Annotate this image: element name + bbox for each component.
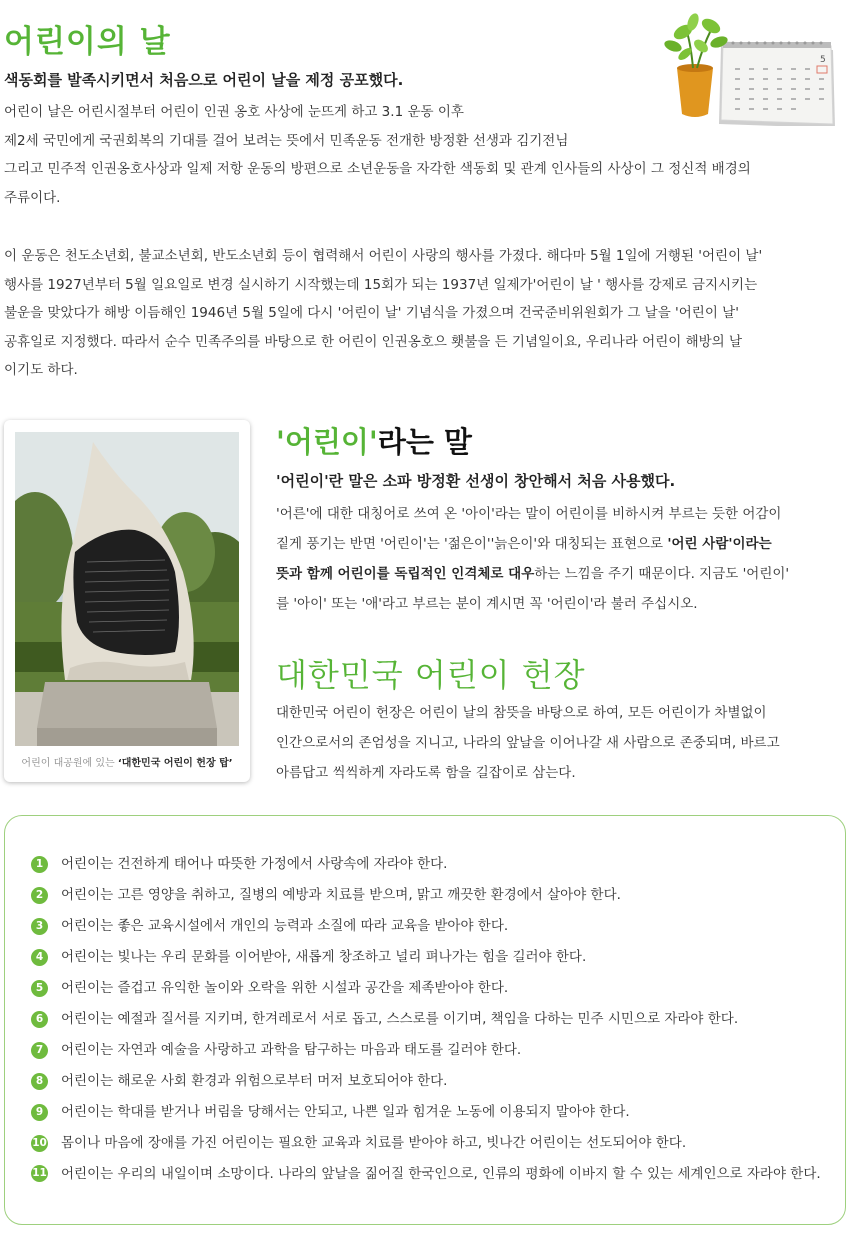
paragraph-line: 제2세 국민에게 국권회복의 기대를 걸어 보려는 뜻에서 민족운동 전개한 방정환 선생과 김기전님	[4, 132, 569, 149]
charter-item	[29, 1035, 829, 1066]
charter-item-text: 어린이는 우리의 내일이며 소망이다. 나라의 앞날을 짊어질 한국인으로, 인류의 평화에 이바지 할 수 있는 세계인으로 자라야 한다.	[61, 1166, 821, 1182]
charter-item-text: 어린이는 예절과 질서를 지키며, 한겨레로서 서로 돕고, 스스로를 이기며, 책임을 다하는 민주 시민으로 자라야 한다.	[61, 1011, 739, 1027]
section1-paragraph-2	[4, 242, 846, 385]
section2-title-green: '어린이'	[276, 425, 378, 459]
paragraph-line: 인간으로서의 존엄성을 지니고, 나라의 앞날을 이어나갈 새 사람으로 존중되며, 바르고	[276, 735, 780, 751]
charter-item	[29, 1128, 829, 1159]
text-span: 하는 느낌을 주기 때문이다. 지금도 '어린이'	[534, 566, 790, 582]
number-badge-icon: 6	[31, 1011, 48, 1028]
number-badge-icon: 2	[31, 887, 48, 904]
number-badge-icon: 5	[31, 980, 48, 997]
paragraph-line: 대한민국 어린이 헌장은 어린이 날의 참뜻을 바탕으로 하여, 모든 어린이가 차별없이	[276, 705, 767, 721]
section2-paragraph	[276, 499, 848, 619]
charter-item-text: 어린이는 학대를 받거나 버림을 당해서는 안되고, 나쁜 일과 힘겨운 노동에 이용되지 말아야 한다.	[61, 1104, 630, 1120]
charter-item-text: 어린이는 즐겁고 유익한 놀이와 오락을 위한 시설과 공간을 제족받아야 한다.	[61, 980, 509, 996]
charter-item	[29, 1159, 829, 1187]
paragraph-line: '어른'에 대한 대칭어로 쓰여 온 '아이'라는 말이 어린이를 비하시켜 부르는 듯한 어감이	[276, 506, 782, 522]
paragraph-line: 어린이 날은 어린시절부터 어린이 인권 옹호 사상에 눈뜨게 하고 3.1 운동 이후	[4, 104, 464, 120]
paragraph-line: 행사를 1927년부터 5월 일요일로 변경 실시하기 시작했는데 15회가 되는 1937년 일제가'어린이 날 ' 행사를 강제로 금지시키는	[4, 276, 758, 293]
number-badge-icon: 7	[31, 1042, 48, 1059]
charter-item-text: 어린이는 자연과 예술을 사랑하고 과학을 탐구하는 마음과 태도를 길러야 한다.	[61, 1042, 522, 1058]
paragraph-line	[276, 529, 848, 559]
charter-list	[29, 849, 829, 1187]
charter-item-text: 어린이는 빛나는 우리 문화를 이어받아, 새롭게 창조하고 널리 펴나가는 힘을 길러야 한다.	[61, 949, 587, 965]
paragraph-line: 그리고 민주적 인권옹호사상과 일제 저항 운동의 방편으로 소년운동을 자각한 색동회 및 관계 인사들의 사상이 그 정신적 배경의	[4, 161, 751, 177]
section2-title	[276, 420, 472, 461]
caption-prefix: 어린이 대공원에 있는	[21, 758, 115, 769]
text-span: 짙게 풍기는 반면 '어린이'는 '젊은이''늙은이'와 대칭되는 표현으로	[276, 536, 668, 552]
charter-item-text: 어린이는 좋은 교육시설에서 개인의 능력과 소질에 따라 교육을 받아야 한다.	[61, 918, 509, 934]
section2-title-rest: 라는 말	[377, 425, 472, 459]
paragraph-line: 를 '아이' 또는 '애'라고 부르는 분이 계시면 꼭 '어린이'라 불러 주십시오.	[276, 596, 698, 612]
photo-caption	[4, 754, 250, 769]
number-badge-icon: 1	[31, 856, 48, 873]
paragraph-line: 아름답고 씩씩하게 자라도록 함을 길잡이로 삼는다.	[276, 765, 576, 781]
page-title: 어린이의 날	[4, 24, 171, 60]
section3-paragraph	[276, 698, 848, 788]
number-badge-icon: 3	[31, 918, 48, 935]
paragraph-line: 이기도 하다.	[4, 362, 78, 378]
section1-lead: 색동회를 발족시키면서 처음으로 어린이 날을 제정 공포했다.	[4, 71, 404, 89]
charter-item	[29, 880, 829, 911]
monument-photo	[15, 432, 239, 746]
calendar-month: 5	[820, 55, 826, 65]
charter-item-text: 어린이는 고른 영양을 취하고, 질병의 예방과 치료를 받으며, 맑고 깨끗한 환경에서 살아야 한다.	[61, 887, 621, 903]
paragraph-line: 불운을 맞았다가 해방 이듬해인 1946년 5월 5일에 다시 '어린이 날' 기념식을 가졌으며 건국준비위원회가 그 날을 '어린이 날'	[4, 305, 739, 321]
section2-lead: '어린이'란 말은 소파 방정환 선생이 창안해서 처음 사용했다.	[276, 472, 676, 490]
number-badge-icon: 11	[31, 1165, 48, 1182]
emphasis-text: 뜻과 함께 어린이를 독립적인 인격체로 대우	[276, 566, 535, 582]
paragraph-line: 공휴일로 지정했다. 따라서 순수 민족주의를 바탕으로 한 어린이 인권옹호으 횃불을 든 기념일이요, 우리나라 어린이 해방의 날	[4, 333, 743, 350]
number-badge-icon: 10	[31, 1135, 48, 1152]
charter-box	[4, 815, 846, 1225]
emphasis-text: '어린 사람'이라는	[667, 536, 772, 552]
section3-title: 대한민국 어린이 헌장	[276, 656, 586, 694]
charter-item-text: 어린이는 건전하게 태어나 따뜻한 가정에서 사랑속에 자라야 한다.	[61, 856, 448, 872]
number-badge-icon: 4	[31, 949, 48, 966]
charter-item-text: 어린이는 해로운 사회 환경과 위험으로부터 머저 보호되어야 한다.	[61, 1073, 448, 1089]
charter-item	[29, 1004, 829, 1035]
calendar-icon	[719, 42, 835, 127]
plant-icon	[663, 12, 729, 117]
caption-title: ‘대한민국 어린이 헌장 탑’	[117, 758, 233, 769]
number-badge-icon: 9	[31, 1104, 48, 1121]
charter-item	[29, 1097, 829, 1128]
charter-item	[29, 849, 829, 880]
number-badge-icon: 8	[31, 1073, 48, 1090]
charter-item	[29, 942, 829, 973]
charter-item	[29, 1066, 829, 1097]
plant-calendar-illustration	[663, 6, 843, 126]
charter-item	[29, 911, 829, 942]
charter-item	[29, 973, 829, 1004]
paragraph-line	[276, 559, 848, 589]
paragraph-line: 이 운동은 천도소년회, 불교소년회, 반도소년회 등이 협력해서 어린이 사랑의 행사를 가졌다. 해다마 5월 1일에 거행된 '어린이 날'	[4, 248, 763, 264]
charter-item-text: 몸이나 마음에 장애를 가진 어린이는 필요한 교육과 치료를 받아야 하고, 빗나간 어린이는 선도되어야 한다.	[61, 1135, 687, 1151]
paragraph-line: 주류이다.	[4, 189, 61, 206]
monument-photo-card	[4, 420, 250, 782]
